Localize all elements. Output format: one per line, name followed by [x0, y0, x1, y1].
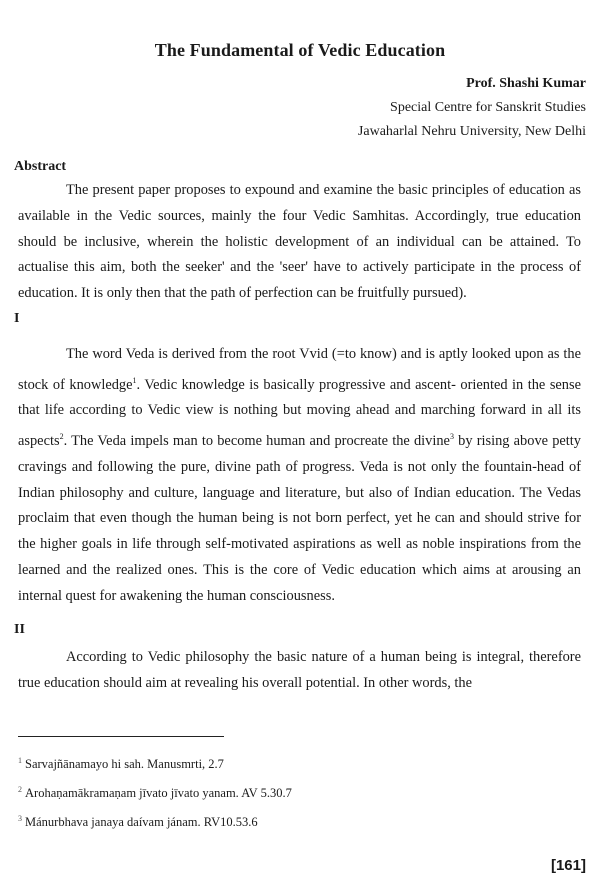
- footnote-text: Sarvajñānamayo hi sah. Manusmrti, 2.7: [25, 757, 224, 772]
- footnote-text: Arohaṇamākramaṇam jīvato jīvato yanam. AV 5.30.7: [25, 786, 292, 801]
- footnote-item: [18, 748, 292, 777]
- footnote-ref: 1: [132, 375, 137, 385]
- page-number: [161]: [550, 857, 586, 874]
- footnote-text: Mánurbhava janaya daívam jánam. RV10.53.6: [25, 815, 258, 830]
- section-1-text: . Vedic knowledge is basically progressive and ascent- oriented in the sense that life according to Vedic view is nothing but moving ahead and marching forward in all its aspects: [18, 376, 581, 449]
- footnote-divider: [18, 736, 224, 737]
- author-name: Prof. Shashi Kumar: [466, 76, 586, 91]
- author-block: [358, 72, 586, 144]
- footnote-mark: 2: [18, 785, 22, 795]
- abstract-text: The present paper proposes to expound and examine the basic principles of education as available in the Vedic sources, mainly the four Vedic Samhitas. Accordingly, true education should be inclusive, wherein the holistic development of an individual can be attained. To actualise this aim, both the seeker' and the 'seer' have to actively participate in the process of education. It is only then that the path of perfection can be fruitfully pursued).: [18, 182, 581, 302]
- footnote-mark: 1: [18, 756, 22, 765]
- author-affiliation: Special Centre for Sanskrit Studies: [390, 100, 586, 115]
- footnote-item: [18, 777, 292, 806]
- section-2-heading: II: [14, 622, 25, 637]
- section-1-text: . The Veda impels man to become human and procreate the divine: [63, 432, 450, 449]
- footnote-mark: 3: [18, 814, 22, 824]
- section-1-paragraph: [18, 342, 581, 610]
- section-1-heading: I: [14, 311, 20, 326]
- footnote-ref: 3: [449, 432, 454, 442]
- footnote-item: [18, 806, 292, 835]
- footnotes: [18, 748, 292, 835]
- section-1-text: The word Veda is derived from the root Vvid (=to know) and is aptly looked upon as the stock of knowledge: [18, 346, 581, 393]
- section-2-text: According to Vedic philosophy the basic nature of a human being is integral, therefore true education should aim at revealing his overall potential. In other words, the: [18, 649, 581, 691]
- footnote-ref: 2: [59, 432, 64, 442]
- abstract-heading: Abstract: [14, 159, 67, 174]
- section-1-text: by rising above petty cravings and following the pure, divine path of progress. Veda is not only the fountain-head of Indian philosophy and culture, language and literature, but also of Indian education. The Vedas proclaim that even though the human being is not born perfect, yet he can and should strive for the higher goals in life through self-motivated aspirations as well as noble inspirations from the learned and the realized ones. This is the core of Vedic education which aims at arousing an internal quest for awakening the human consciousness.: [18, 432, 581, 604]
- author-institution: Jawaharlal Nehru University, New Delhi: [357, 124, 586, 139]
- paper-title: The Fundamental of Vedic Education: [154, 40, 446, 60]
